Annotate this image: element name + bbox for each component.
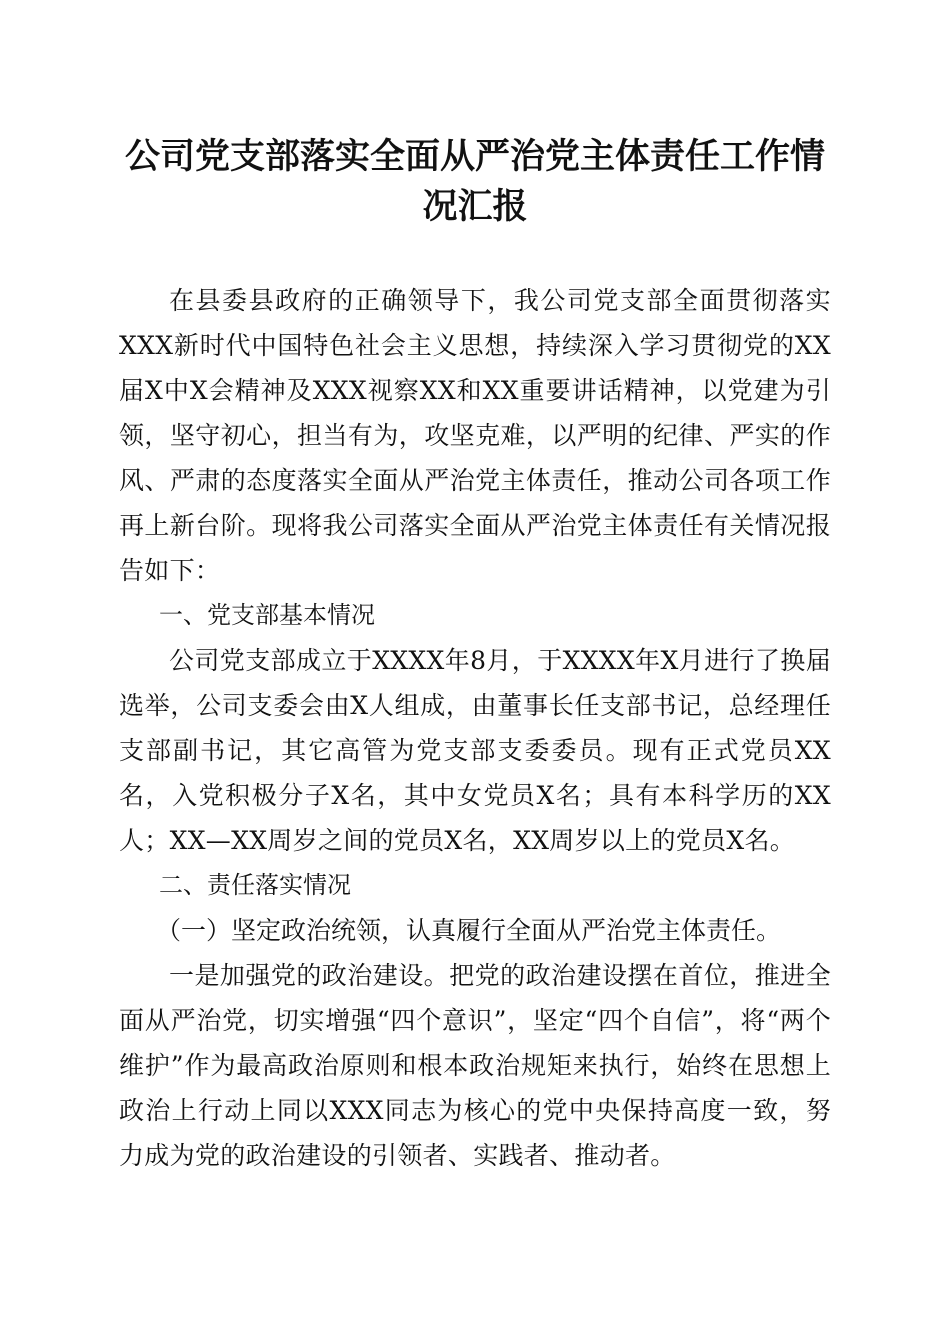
section-2-subheading-1: （一）坚定政治统领，认真履行全面从严治党主体责任。 [156,916,782,945]
section-2-heading: 二、责任落实情况 [159,871,351,899]
section-1-paragraph: 公司党支部成立于XXXX年8月，于XXXX年X月进行了换届选举，公司支委会由X人组成，由董事长任支部书记，总经理任支部副书记，其它高管为党支部支委委员。现有正式党员XX名，入党积极分子X名，其中女党员X名；具有本科学历的XX人；XX—XX周岁之间的党员X名，XX周岁以上的党员X名。 [119,646,831,855]
section-1-heading: 一、党支部基本情况 [159,601,375,629]
document-title-line-2: 况汇报 [422,186,528,227]
intro-paragraph: 在县委县政府的正确领导下，我公司党支部全面贯彻落实XXX新时代中国特色社会主义思想，持续深入学习贯彻党的XX届X中X会精神及XXX视察XX和XX重要讲话精神，以党建为引领，坚守初心，担当有为，攻坚克难，以严明的纪律、严实的作风、严肃的态度落实全面从严治党主体责任，推动公司各项工作再上新台阶。现将我公司落实全面从严治党主体责任有关情况报告如下： [119,286,831,585]
document-body [119,278,831,1178]
document-title-line-1: 公司党支部落实全面从严治党主体责任工作情 [124,136,825,177]
section-2-paragraph-1: 一是加强党的政治建设。把党的政治建设摆在首位，推进全面从严治党，切实增强“四个意识”，坚定“四个自信”，将“两个维护”作为最高政治原则和根本政治规矩来执行，始终在思想上政治上行动上同以XXX同志为核心的党中央保持高度一致，努力成为党的政治建设的引领者、实践者、推动者。 [119,961,831,1170]
document-title [110,132,840,232]
